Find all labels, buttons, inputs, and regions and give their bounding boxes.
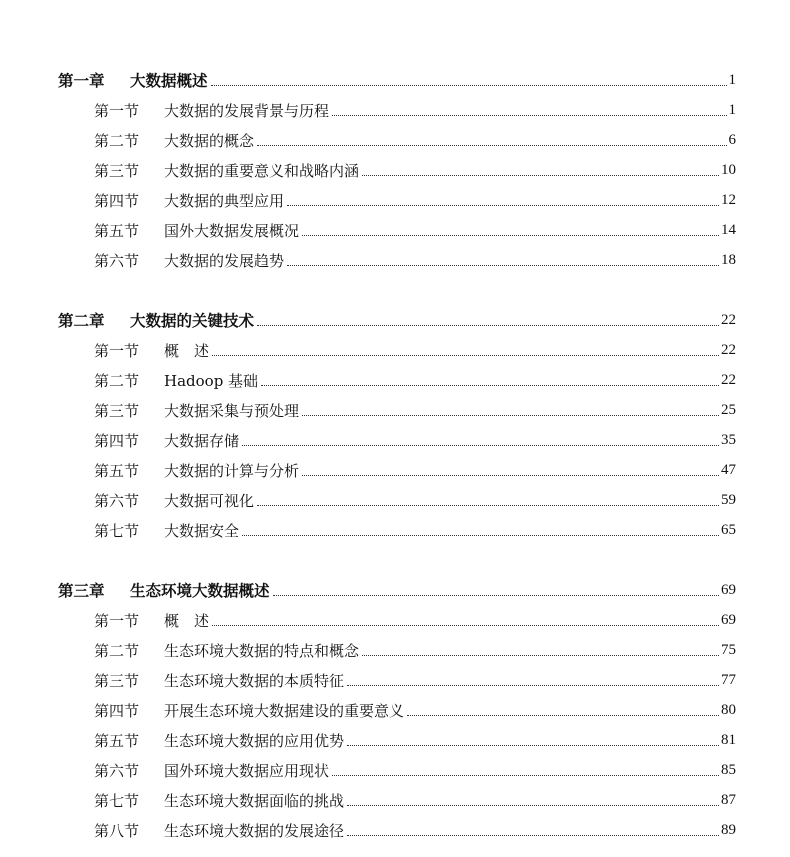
page-number: 75 (721, 641, 736, 658)
chapter-label: 第一章 (58, 72, 105, 90)
dot-leader (362, 655, 719, 656)
dot-leader (287, 205, 719, 206)
dot-leader (332, 775, 719, 776)
section-title: 概 述 (164, 611, 210, 630)
dot-leader (257, 145, 726, 146)
section-label: 第五节 (94, 731, 140, 750)
dot-leader (362, 175, 719, 176)
page-number: 18 (721, 251, 736, 268)
page-number: 12 (721, 191, 736, 208)
section-entry[interactable] (0, 215, 790, 245)
chapter-title: 大数据的关键技术 (130, 312, 255, 330)
dot-leader (261, 385, 719, 386)
dot-leader (257, 325, 719, 326)
section-entry[interactable] (0, 245, 790, 275)
section-entry[interactable] (0, 365, 790, 395)
page-number: 14 (721, 221, 736, 238)
page-number: 22 (721, 341, 736, 358)
section-entry[interactable] (0, 785, 790, 815)
section-label: 第三节 (94, 401, 140, 420)
chapter-title: 生态环境大数据概述 (130, 582, 270, 600)
section-label: 第一节 (94, 341, 140, 360)
page-number: 69 (721, 581, 736, 598)
section-label: 第三节 (94, 671, 140, 690)
page-number: 65 (721, 521, 736, 538)
section-label: 第五节 (94, 461, 140, 480)
chapter-label: 第二章 (58, 312, 105, 330)
section-label: 第八节 (94, 821, 140, 840)
section-title: 大数据的发展趋势 (164, 251, 285, 270)
section-label: 第二节 (94, 371, 140, 390)
page-number: 10 (721, 161, 736, 178)
page-number: 1 (728, 101, 736, 118)
dot-leader (287, 265, 719, 266)
section-title: 大数据安全 (164, 521, 240, 540)
section-label: 第二节 (94, 641, 140, 660)
chapter-entry[interactable] (0, 305, 790, 335)
page-number: 59 (721, 491, 736, 508)
dot-leader (212, 625, 719, 626)
section-title: 大数据存储 (164, 431, 240, 450)
section-label: 第四节 (94, 431, 140, 450)
section-label: 第七节 (94, 521, 140, 540)
section-label: 第五节 (94, 221, 140, 240)
section-title: 大数据采集与预处理 (164, 401, 300, 420)
section-entry[interactable] (0, 155, 790, 185)
section-title: 生态环境大数据的本质特征 (164, 671, 345, 690)
page-number: 87 (721, 791, 736, 808)
section-label: 第四节 (94, 191, 140, 210)
section-label: 第二节 (94, 131, 140, 150)
section-entry[interactable] (0, 605, 790, 635)
section-entry[interactable] (0, 455, 790, 485)
section-label: 第六节 (94, 251, 140, 270)
section-entry[interactable] (0, 695, 790, 725)
dot-leader (347, 805, 719, 806)
chapter-entry[interactable] (0, 65, 790, 95)
section-label: 第四节 (94, 701, 140, 720)
page-number: 89 (721, 821, 736, 838)
section-label: 第七节 (94, 791, 140, 810)
section-label: 第六节 (94, 761, 140, 780)
page-number: 25 (721, 401, 736, 418)
dot-leader (347, 835, 719, 836)
section-entry[interactable] (0, 515, 790, 545)
section-title: 生态环境大数据的特点和概念 (164, 641, 360, 660)
section-entry[interactable] (0, 425, 790, 455)
section-entry[interactable] (0, 725, 790, 755)
dot-leader (273, 595, 719, 596)
dot-leader (257, 505, 719, 506)
section-title: Hadoop 基础 (164, 371, 259, 390)
section-entry[interactable] (0, 755, 790, 785)
page-number: 81 (721, 731, 736, 748)
section-title: 大数据可视化 (164, 491, 255, 510)
dot-leader (347, 745, 719, 746)
section-title: 大数据的概念 (164, 131, 255, 150)
dot-leader (302, 475, 719, 476)
section-entry[interactable] (0, 485, 790, 515)
dot-leader (302, 235, 719, 236)
dot-leader (302, 415, 719, 416)
dot-leader (212, 355, 719, 356)
section-entry[interactable] (0, 95, 790, 125)
section-title: 大数据的发展背景与历程 (164, 101, 330, 120)
section-title: 国外环境大数据应用现状 (164, 761, 330, 780)
page-number: 35 (721, 431, 736, 448)
section-entry[interactable] (0, 125, 790, 155)
section-title: 生态环境大数据面临的挑战 (164, 791, 345, 810)
page-number: 77 (721, 671, 736, 688)
section-title: 大数据的重要意义和战略内涵 (164, 161, 360, 180)
page-number: 85 (721, 761, 736, 778)
dot-leader (332, 115, 726, 116)
section-title: 生态环境大数据的发展途径 (164, 821, 345, 840)
page-number: 22 (721, 311, 736, 328)
page-number: 47 (721, 461, 736, 478)
section-title: 大数据的典型应用 (164, 191, 285, 210)
chapter-entry[interactable] (0, 575, 790, 605)
chapter-title: 大数据概述 (130, 72, 208, 90)
section-title: 生态环境大数据的应用优势 (164, 731, 345, 750)
dot-leader (242, 445, 719, 446)
section-title: 开展生态环境大数据建设的重要意义 (164, 701, 405, 720)
page-number: 1 (728, 71, 736, 88)
section-entry[interactable] (0, 665, 790, 695)
dot-leader (211, 85, 727, 86)
section-title: 概 述 (164, 341, 210, 360)
page-number: 69 (721, 611, 736, 628)
section-title: 国外大数据发展概况 (164, 221, 300, 240)
section-entry[interactable] (0, 635, 790, 665)
section-entry[interactable] (0, 335, 790, 365)
section-entry[interactable] (0, 185, 790, 215)
section-label: 第六节 (94, 491, 140, 510)
section-entry[interactable] (0, 815, 790, 845)
page-number: 6 (728, 131, 736, 148)
dot-leader (347, 685, 719, 686)
page-number: 22 (721, 371, 736, 388)
section-title: 大数据的计算与分析 (164, 461, 300, 480)
section-label: 第一节 (94, 101, 140, 120)
dot-leader (407, 715, 719, 716)
page-number: 80 (721, 701, 736, 718)
section-label: 第三节 (94, 161, 140, 180)
chapter-label: 第三章 (58, 582, 105, 600)
dot-leader (242, 535, 719, 536)
section-entry[interactable] (0, 395, 790, 425)
section-label: 第一节 (94, 611, 140, 630)
